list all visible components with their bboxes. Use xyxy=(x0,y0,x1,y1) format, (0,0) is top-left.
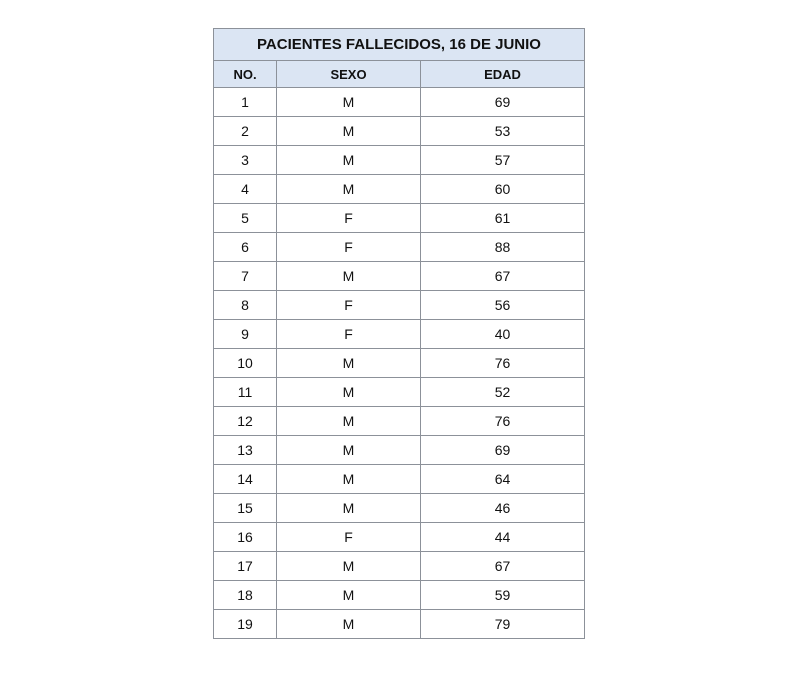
cell-edad: 40 xyxy=(421,320,585,349)
cell-edad: 67 xyxy=(421,262,585,291)
table-row xyxy=(214,378,585,407)
cell-edad: 76 xyxy=(421,349,585,378)
cell-edad: 69 xyxy=(421,88,585,117)
cell-sexo: M xyxy=(277,262,421,291)
table-title-row xyxy=(214,29,585,61)
cell-sexo: M xyxy=(277,349,421,378)
cell-sexo: F xyxy=(277,320,421,349)
cell-edad: 57 xyxy=(421,146,585,175)
cell-edad: 46 xyxy=(421,494,585,523)
table-row xyxy=(214,465,585,494)
table-row xyxy=(214,233,585,262)
column-header-sexo: SEXO xyxy=(277,61,421,88)
cell-edad: 67 xyxy=(421,552,585,581)
cell-sexo: F xyxy=(277,233,421,262)
cell-edad: 69 xyxy=(421,436,585,465)
cell-no: 7 xyxy=(214,262,277,291)
column-header-no: NO. xyxy=(214,61,277,88)
cell-sexo: M xyxy=(277,465,421,494)
cell-sexo: M xyxy=(277,494,421,523)
cell-sexo: M xyxy=(277,378,421,407)
table-row xyxy=(214,320,585,349)
cell-no: 2 xyxy=(214,117,277,146)
cell-sexo: M xyxy=(277,610,421,639)
cell-edad: 61 xyxy=(421,204,585,233)
deceased-patients-table xyxy=(213,28,585,639)
table-row xyxy=(214,117,585,146)
table-title: PACIENTES FALLECIDOS, 16 DE JUNIO xyxy=(214,29,585,61)
cell-no: 15 xyxy=(214,494,277,523)
table-row xyxy=(214,581,585,610)
cell-sexo: F xyxy=(277,291,421,320)
cell-edad: 44 xyxy=(421,523,585,552)
cell-edad: 76 xyxy=(421,407,585,436)
cell-sexo: M xyxy=(277,88,421,117)
cell-sexo: F xyxy=(277,204,421,233)
cell-sexo: M xyxy=(277,407,421,436)
cell-no: 18 xyxy=(214,581,277,610)
cell-no: 11 xyxy=(214,378,277,407)
table-row xyxy=(214,204,585,233)
cell-no: 6 xyxy=(214,233,277,262)
table-row xyxy=(214,523,585,552)
cell-no: 12 xyxy=(214,407,277,436)
cell-no: 13 xyxy=(214,436,277,465)
cell-edad: 53 xyxy=(421,117,585,146)
cell-no: 16 xyxy=(214,523,277,552)
cell-no: 4 xyxy=(214,175,277,204)
table-row xyxy=(214,610,585,639)
cell-edad: 59 xyxy=(421,581,585,610)
cell-no: 8 xyxy=(214,291,277,320)
column-header-row xyxy=(214,61,585,88)
table-row xyxy=(214,175,585,204)
table-row xyxy=(214,552,585,581)
table-row xyxy=(214,291,585,320)
table-row xyxy=(214,349,585,378)
table-row xyxy=(214,436,585,465)
cell-sexo: M xyxy=(277,552,421,581)
cell-no: 9 xyxy=(214,320,277,349)
table-row xyxy=(214,262,585,291)
cell-no: 3 xyxy=(214,146,277,175)
cell-edad: 52 xyxy=(421,378,585,407)
cell-edad: 56 xyxy=(421,291,585,320)
cell-sexo: F xyxy=(277,523,421,552)
cell-no: 17 xyxy=(214,552,277,581)
cell-no: 14 xyxy=(214,465,277,494)
cell-no: 5 xyxy=(214,204,277,233)
cell-edad: 64 xyxy=(421,465,585,494)
cell-sexo: M xyxy=(277,117,421,146)
cell-sexo: M xyxy=(277,436,421,465)
table-row xyxy=(214,494,585,523)
cell-no: 1 xyxy=(214,88,277,117)
table-row xyxy=(214,407,585,436)
table-row xyxy=(214,146,585,175)
cell-sexo: M xyxy=(277,146,421,175)
column-header-edad: EDAD xyxy=(421,61,585,88)
table-row xyxy=(214,88,585,117)
cell-no: 19 xyxy=(214,610,277,639)
cell-edad: 60 xyxy=(421,175,585,204)
cell-no: 10 xyxy=(214,349,277,378)
cell-edad: 79 xyxy=(421,610,585,639)
cell-sexo: M xyxy=(277,581,421,610)
cell-edad: 88 xyxy=(421,233,585,262)
cell-sexo: M xyxy=(277,175,421,204)
